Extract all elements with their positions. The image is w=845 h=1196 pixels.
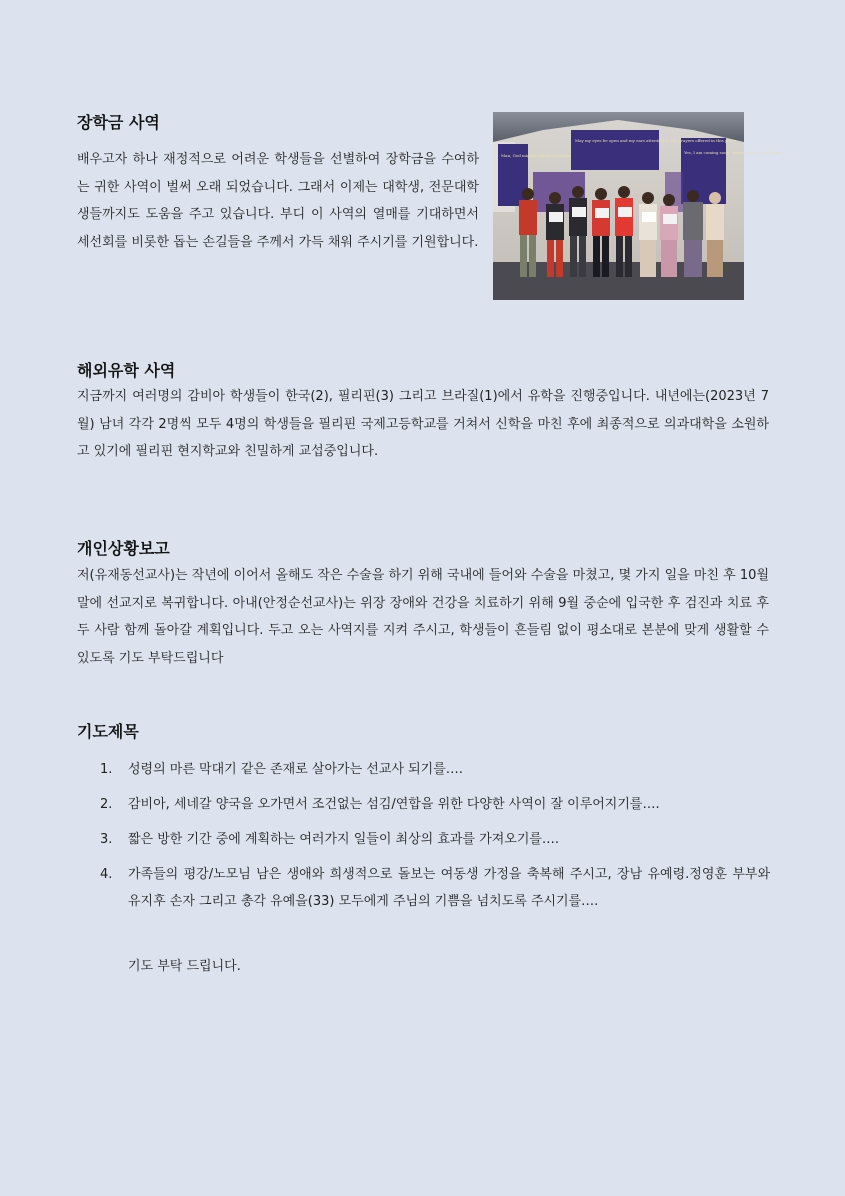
scholarship-heading: 장학금 사역 <box>77 113 160 132</box>
personal-heading: 개인상황보고 <box>77 539 170 558</box>
list-item <box>100 756 770 783</box>
list-text: 감비아, 세네갈 양국을 오가면서 조건없는 섬김/연합을 위한 다양한 사역이 잘 이루어지기를…. <box>128 797 660 812</box>
students-photo-graphic <box>493 112 783 300</box>
list-number: 2. <box>100 797 113 812</box>
list-number: 4. <box>100 867 113 882</box>
list-item <box>100 861 770 915</box>
scholarship-paragraph: 배우고자 하나 재정적으로 어려운 학생들을 선별하여 장학금을 수여하는 귀한 사역이 벌써 오래 되었습니다. 그래서 이제는 대학생, 전문대학생들까지도 도움을 주고 있습니다. 부디 이 사역의 열매를 기대하면서 세선회를 비롯한 돕는 손길들을 주께서 가득 채워 주시기를 기원합니다. <box>77 152 479 250</box>
personal-paragraph: 저(유재동선교사)는 작년에 이어서 올해도 작은 수술을 하기 위해 국내에 들어와 수술을 마쳤고, 몇 가지 일을 마친 후 10월 말에 선교지로 복귀합니다. 아내(안정순선교사)는 위장 장애와 건강을 치료하기 위해 9월 중순에 입국한 후 검진과 치료 후 두 사람 함께 돌아갈 계획입니다. 두고 오는 사역지를 지켜 주시고, 학생들이 흔들림 없이 평소대로 본분에 맞게 생활할 수 있도록 기도 부탁드립니다 <box>77 568 769 666</box>
students-group <box>519 186 724 277</box>
overseas-heading: 해외유학 사역 <box>77 361 176 380</box>
list-item <box>100 791 770 818</box>
list-number: 3. <box>100 832 113 847</box>
list-text: 짧은 방한 기간 중에 계획하는 여러가지 일들이 최상의 효과를 가져오기를…. <box>128 832 560 847</box>
closing-line: 기도 부탁 드립니다. <box>128 959 241 974</box>
list-text: 성령의 마른 막대기 같은 존재로 살아가는 선교사 되기를…. <box>128 762 463 777</box>
overseas-paragraph: 지금까지 여러명의 감비아 학생들이 한국(2), 필리핀(3) 그리고 브라질(1)에서 유학을 진행중입니다. 내년에는(2023년 7월) 남녀 각각 2명씩 모두 4명의 학생들을 필리핀 국제고등학교를 거쳐서 신학을 마친 후에 최종적으로 의과대학을 소원하고 있기에 필리핀 현지학교와 친밀하게 교섭중입니다. <box>77 389 769 459</box>
list-number: 1. <box>100 762 113 777</box>
prayer-heading: 기도제목 <box>77 722 139 741</box>
prayer-list <box>100 756 770 923</box>
list-item <box>100 826 770 853</box>
banner-left-text: Man, God mighty, before Meander <box>501 153 571 158</box>
list-text: 가족들의 평강/노모님 남은 생애와 희생적으로 돌보는 여동생 가정을 축복해 주시고, 장남 유예령.정영훈 부부와 유지후 손자 그리고 총각 유예을(33) 모두에게 주님의 기쁨을 넘치도록 주시기를…. <box>128 867 770 909</box>
students-photo <box>493 112 783 300</box>
banner-center-text: May my eyes be open and my ears attentive to the prayers offered in this place <box>575 138 736 143</box>
banner-right-text: Yes, I am coming soon. Amen. Come, Lord Jesus. <box>684 150 783 155</box>
